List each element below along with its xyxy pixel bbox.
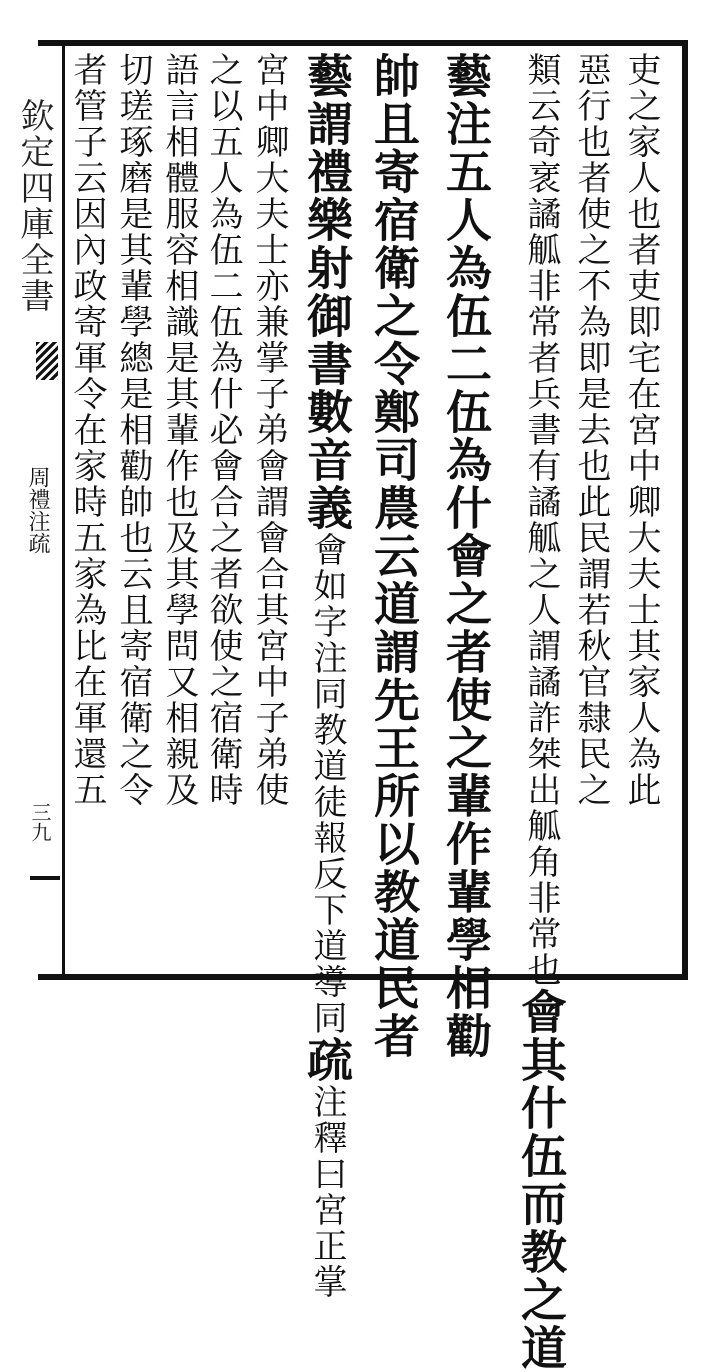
text-column-3 bbox=[514, 52, 568, 1372]
main-text: 藝謂禮樂射御書數音義 bbox=[300, 52, 354, 532]
text-column-10: 切瑳琢磨是其輩學總是相勸帥也云且寄宿衛之令 bbox=[113, 52, 153, 808]
page-mark bbox=[30, 876, 60, 880]
text-column-4: 藝注五人為伍二伍為什會之者使之輩作輩學相勸 bbox=[439, 52, 493, 1060]
right-border bbox=[682, 40, 688, 980]
page-gutter bbox=[0, 46, 60, 974]
text-column-7: 宮中卿大夫士亦兼掌子弟會謂會合其宮中子弟使 bbox=[249, 52, 289, 808]
text-column-2: 惡行也者使之不為即是去也此民謂若秋官隸民之 bbox=[571, 52, 611, 808]
commentary-text: 類云奇衺譎觚非常者兵書有譎觚之人謂譎詐桀出觚角非常也 bbox=[521, 52, 561, 988]
text-column-5: 帥且寄宿衛之令鄭司農云道謂先王所以教道民者 bbox=[367, 52, 421, 1060]
fish-tail-mark bbox=[36, 342, 58, 380]
text-column-11: 者管子云因內政寄軍令在家時五家為比在軍還五 bbox=[67, 52, 107, 808]
text-column-9: 語言相體服容相識是其輩作也及其學問又相親及 bbox=[159, 52, 199, 808]
text-column-6 bbox=[296, 52, 354, 1300]
page-number: 三九 bbox=[28, 802, 52, 842]
commentary-text: 注釋曰宮正掌 bbox=[307, 1084, 347, 1300]
book-title: 欽定四庫全書 bbox=[14, 98, 54, 314]
left-border bbox=[62, 46, 65, 974]
volume-title: 周禮注疏 bbox=[25, 466, 50, 554]
main-text: 會其什伍而教之道 bbox=[514, 988, 568, 1372]
text-column-1: 吏之家人也者吏即宅在宮中卿大夫士其家人為此 bbox=[621, 52, 661, 808]
commentary-marker: 疏 bbox=[300, 1036, 354, 1084]
commentary-text: 會如字注同教道徒報反下道導同 bbox=[307, 532, 347, 1036]
text-column-8: 之以五人為伍二伍為什必會合之者欲使之宿衛時 bbox=[203, 52, 243, 808]
